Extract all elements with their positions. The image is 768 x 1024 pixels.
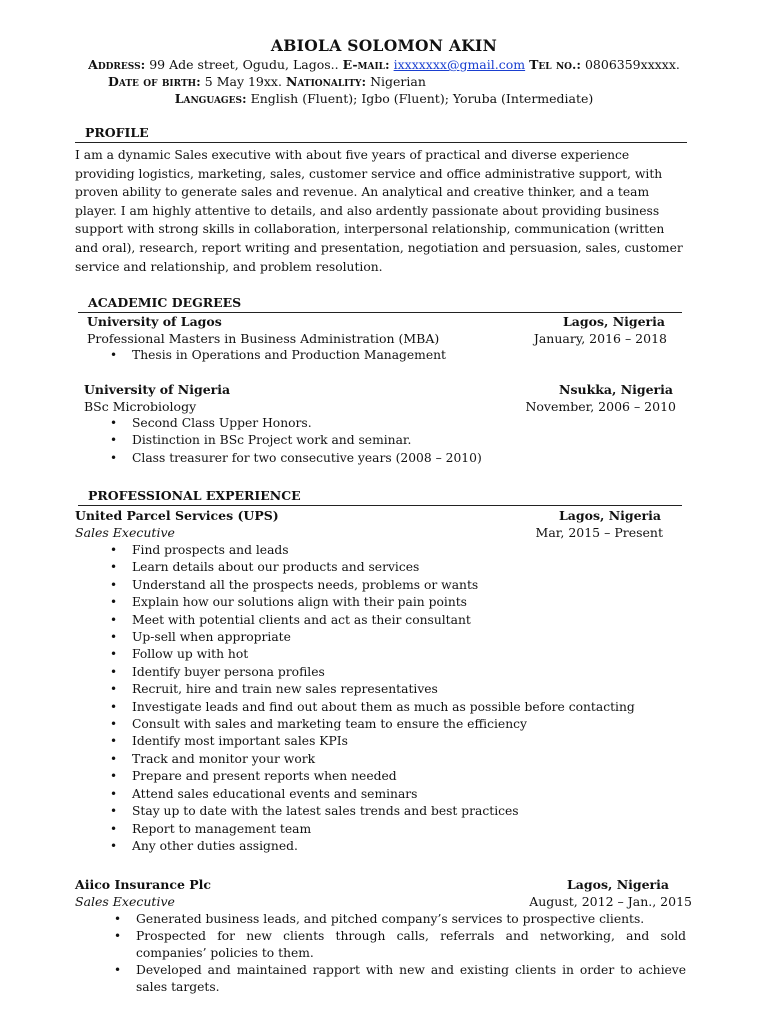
experience-bullets — [114, 911, 686, 996]
degree-dates: January, 2016 – 2018 — [533, 331, 667, 346]
profile-divider — [75, 142, 687, 143]
list-item: • Prospected for new clients through calls, referrals and networking, and sold companies’ policies to them. — [114, 928, 686, 962]
list-item: • Report to management team — [110, 821, 635, 838]
school-location: Nsukka, Nigeria — [559, 382, 673, 397]
profile-heading: PROFILE — [85, 125, 149, 140]
dob-label: Date of birth: — [108, 74, 201, 89]
degree-dates: November, 2006 – 2010 — [525, 399, 676, 414]
list-item: • Understand all the prospects needs, problems or wants — [110, 577, 635, 594]
list-item: • Prepare and present reports when needed — [110, 768, 635, 785]
languages-line — [0, 91, 768, 106]
address-label: Address: — [88, 57, 146, 72]
list-item: • Track and monitor your work — [110, 751, 635, 768]
list-item: • Class treasurer for two consecutive years (2008 – 2010) — [110, 450, 482, 467]
list-item: • Attend sales educational events and seminars — [110, 786, 635, 803]
tel-value: 0806359xxxxx. — [584, 57, 680, 72]
list-item: • Second Class Upper Honors. — [110, 415, 482, 432]
list-item: • Distinction in BSc Project work and seminar. — [110, 432, 482, 449]
list-item: • Learn details about our products and services — [110, 559, 635, 576]
candidate-name: ABIOLA SOLOMON AKIN — [270, 36, 498, 55]
languages-value: English (Fluent); Igbo (Fluent); Yoruba (Intermediate) — [250, 91, 594, 106]
nationality-value: Nigerian — [370, 74, 426, 89]
degree-name: Professional Masters in Business Administration (MBA) — [87, 331, 440, 346]
school-name: University of Lagos — [87, 314, 222, 329]
profile-text: I am a dynamic Sales executive with about five years of practical and diverse experience providing logistics, marketing, sales, customer service and office administrative support, with proven ability to generate sales and revenue. An analytical and creative thinker, and a team player. I am highly attentive to details, and also ardently passionate about providing business support with strong skills in collaboration, interpersonal relationship, communication (written and oral), research, report writing and presentation, negotiation and persuasion, sales, customer service and relationship, and problem resolution. — [75, 148, 683, 274]
education-bullets — [110, 415, 482, 467]
email-label: E-mail: — [342, 57, 390, 72]
company-location: Lagos, Nigeria — [566, 877, 669, 892]
nationality-label: Nationality: — [285, 74, 367, 89]
dob-value: 5 May 19xx. — [204, 74, 282, 89]
education-heading: ACADEMIC DEGREES — [88, 295, 242, 310]
experience-heading: PROFESSIONAL EXPERIENCE — [88, 488, 301, 503]
birth-line — [108, 74, 426, 89]
list-item: • Explain how our solutions align with their pain points — [110, 594, 635, 611]
list-item: • Find prospects and leads — [110, 542, 635, 559]
degree-name: BSc Microbiology — [84, 399, 197, 414]
list-item: • Any other duties assigned. — [110, 838, 635, 855]
experience-bullets — [110, 542, 635, 855]
job-dates: August, 2012 – Jan., 2015 — [529, 894, 692, 909]
contact-line — [0, 57, 768, 72]
list-item: • Stay up to date with the latest sales trends and best practices — [110, 803, 635, 820]
list-item: • Recruit, hire and train new sales representatives — [110, 681, 635, 698]
list-item: • Consult with sales and marketing team to ensure the efficiency — [110, 716, 635, 733]
school-name: University of Nigeria — [84, 382, 231, 397]
school-location: Lagos, Nigeria — [562, 314, 665, 329]
list-item: • Identify most important sales KPIs — [110, 733, 635, 750]
company-name: United Parcel Services (UPS) — [75, 508, 279, 523]
education-divider — [78, 312, 682, 313]
languages-label: Languages: — [174, 91, 247, 106]
email-link[interactable]: ixxxxxxx@gmail.com — [393, 57, 526, 72]
company-location: Lagos, Nigeria — [558, 508, 661, 523]
address-value: 99 Ade street, Ogudu, Lagos.. — [149, 57, 339, 72]
tel-label: Tel no.: — [529, 57, 581, 72]
experience-divider — [78, 505, 682, 506]
company-name: Aiico Insurance Plc — [75, 877, 212, 892]
list-item: • Meet with potential clients and act as their consultant — [110, 612, 635, 629]
list-item: • Developed and maintained rapport with new and existing clients in order to achieve sales targets. — [114, 962, 686, 996]
list-item: • Follow up with hot — [110, 646, 635, 663]
education-bullets — [110, 347, 446, 364]
list-item: • Up-sell when appropriate — [110, 629, 635, 646]
job-role: Sales Executive — [75, 525, 175, 540]
list-item: • Investigate leads and find out about them as much as possible before contacting — [110, 699, 635, 716]
list-item: • Thesis in Operations and Production Management — [110, 347, 446, 364]
list-item: • Generated business leads, and pitched company’s services to prospective clients. — [114, 911, 686, 928]
list-item: • Identify buyer persona profiles — [110, 664, 635, 681]
job-dates: Mar, 2015 – Present — [535, 525, 663, 540]
job-role: Sales Executive — [75, 894, 175, 909]
